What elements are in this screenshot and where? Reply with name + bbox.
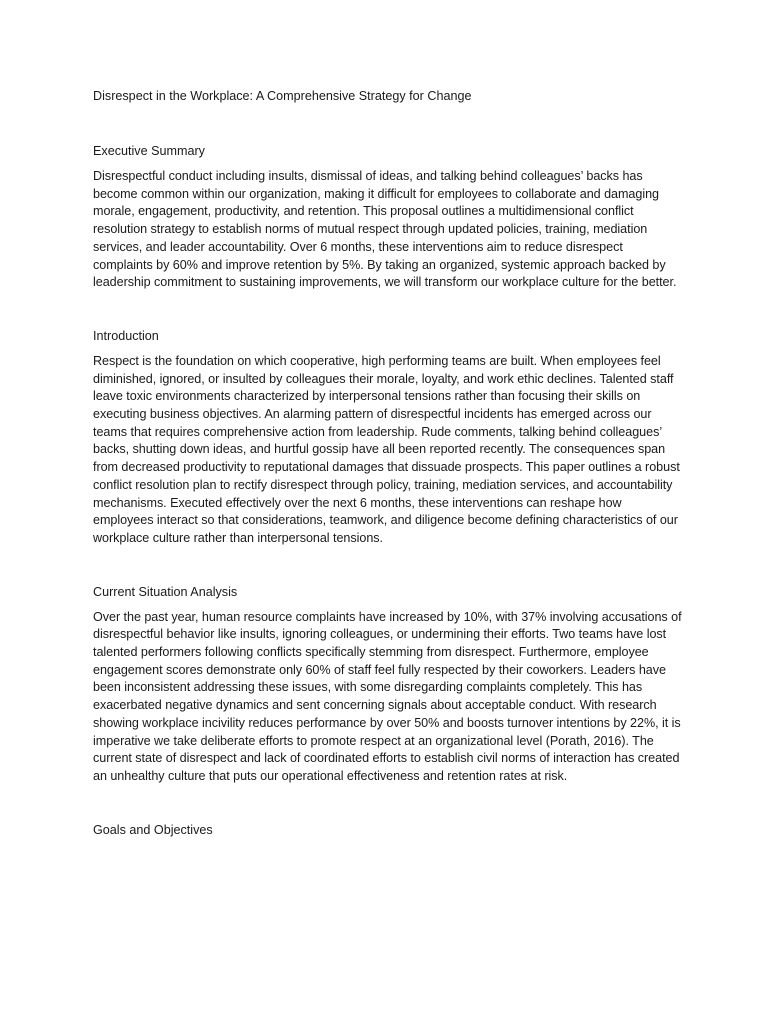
section-heading-executive-summary: Executive Summary: [93, 144, 205, 158]
section-body-current-situation: Over the past year, human resource complaints have increased by 10%, with 37% involving accusations of disrespectful behavior like insults, ignoring colleagues, or undermining their efforts. Two teams have lost talented performers following conflicts specifically stemming from disrespect. Furthermore, employee engagement scores demonstrate only 60% of staff feel fully respected by their coworkers. Leaders have been inconsistent addressing these issues, with some disregarding complaints completely. This has exacerbated negative dynamics and sent concerning signals about acceptable conduct. With research showing workplace incivility reduces performance by over 50% and boosts turnover intentions by 22%, it is imperative we take deliberate efforts to promote respect at an organizational level (Porath, 2016). The current state of disrespect and lack of coordinated efforts to establish civil norms of interaction has created an unhealthy culture that puts our operational effectiveness and retention rates at risk.: [93, 609, 682, 783]
section-heading-goals-objectives: Goals and Objectives: [93, 822, 213, 837]
section-heading-current-situation: Current Situation Analysis: [93, 584, 238, 599]
document-title: Disrespect in the Workplace: A Comprehensive Strategy for Change: [93, 89, 472, 103]
section-heading-introduction: Introduction: [93, 328, 159, 343]
document-page: [93, 87, 683, 839]
section-body-introduction: Respect is the foundation on which cooperative, high performing teams are built. When employees feel diminished, ignored, or insulted by colleagues their morale, loyalty, and work ethic declines. Talented staff leave toxic environments characterized by interpersonal tensions rather than focusing their skills on executing business objectives. An alarming pattern of disrespectful incidents has emerged across our teams that requires comprehensive action from leadership. Rude comments, talking behind colleagues’ backs, shutting down ideas, and hurtful gossip have all been reported recently. The consequences span from decreased productivity to reputational damages that dissuade prospects. This paper outlines a robust conflict resolution plan to rectify disrespect through policy, training, mediation services, and accountability mechanisms. Executed effectively over the next 6 months, these interventions can reshape how employees interact so that considerations, teamwork, and diligence become defining characteristics of our workplace culture rather than interpersonal tensions.: [93, 353, 680, 545]
section-body-executive-summary: Disrespectful conduct including insults, dismissal of ideas, and talking behind colleagues’ backs has become common within our organization, making it difficult for employees to collaborate and damaging morale, engagement, productivity, and retention. This proposal outlines a multidimensional conflict resolution strategy to establish norms of mutual respect through updated policies, training, mediation services, and leader accountability. Over 6 months, these interventions aim to reduce disrespect complaints by 60% and improve retention by 5%. By taking an organized, systemic approach backed by leadership commitment to sustaining improvements, we will transform our workplace culture for the better.: [93, 169, 677, 290]
